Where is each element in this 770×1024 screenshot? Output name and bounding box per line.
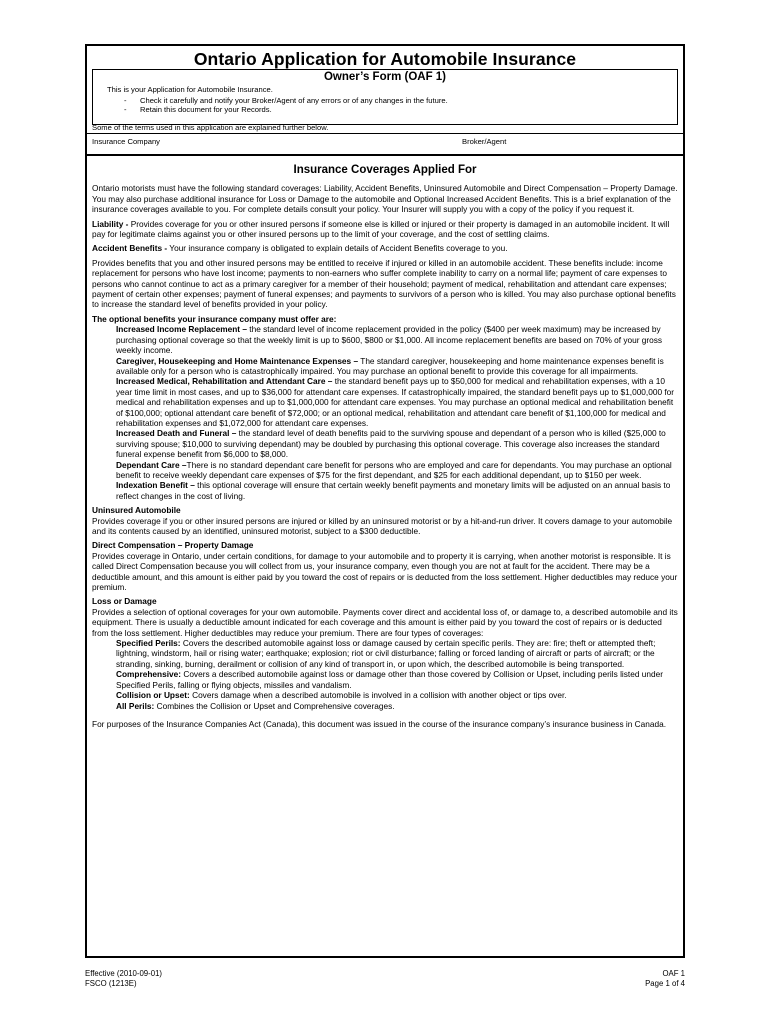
optional-benefit-text: the standard level of income replacement provided in the policy ($400 per week maximum) may be increased by purchasing optional coverage so that the weekly limit is up to $600, $800 or $1,000. All income replacement benefits are based on 70% of your gross weekly income. xyxy=(116,324,663,356)
liability-label: Liability - xyxy=(92,218,129,229)
optional-benefit-text: The standard caregiver, housekeeping and home maintenance expenses benefit is available only for a person who is catastrophically impaired. You may purchase an optional benefit to provide this coverage for all impairments. xyxy=(116,355,664,376)
optional-benefit-item xyxy=(92,356,678,377)
peril-text: Combines the Collision or Upset and Comprehensive coverages. xyxy=(154,700,395,711)
peril-label: Comprehensive: xyxy=(116,669,182,680)
optional-benefits xyxy=(92,314,678,501)
footer-right xyxy=(645,969,685,988)
peril-item xyxy=(92,701,678,711)
form-header xyxy=(87,46,683,134)
optional-benefit-item xyxy=(92,480,678,501)
broker-agent-label: Broker/Agent xyxy=(462,137,507,146)
optional-benefit-text: the standard benefit pays up to $50,000 for medical and rehabilitation expenses, with a 10 year time limit in most cases, and up to $36,000 for attendant care expenses. If catastrophically impaired, the standard benefit pays up to $1,000,000 for medical and rehabilitation expenses and up to $1,000,000 for attendant care expenses. You may purchase an optional medical and rehabilitation benefit of $100,000; optional attendant care benefit of $72,000; or an optional medical, rehabilitation and attendant care benefit of $1,100,000 for medical and rehabilitation expenses and $1,072,000 for attendant care expenses. xyxy=(116,376,675,428)
fsco-code: FSCO (1213E) xyxy=(85,978,137,988)
accident-benefits-label: Accident Benefits - xyxy=(92,243,168,254)
direct-compensation-heading: Direct Compensation – Property Damage xyxy=(92,540,254,551)
liability-paragraph xyxy=(92,219,678,240)
peril-item xyxy=(92,690,678,700)
optional-benefit-text: There is no standard dependant care benefit for persons who are employed and care for dependants. You may purchase an optional benefit to receive weekly dependant care expenses of $75 for the first dependant, and $25 for each additional dependant, up to $150 per week. xyxy=(116,459,672,480)
optional-benefit-label: Increased Medical, Rehabilitation and Attendant Care – xyxy=(116,376,333,387)
uninsured-text: Provides coverage if you or other insured persons are injured or killed by an uninsured motorist or by a hit-and-run driver. It covers damage to your automobile and its contents caused by an identified, uninsured motorist, subject to a $300 deductible. xyxy=(92,515,673,536)
optional-benefit-item xyxy=(92,376,678,428)
uninsured-automobile xyxy=(92,505,678,536)
optional-benefit-label: Increased Income Replacement – xyxy=(116,324,247,335)
effective-date: Effective (2010-09-01) xyxy=(85,969,163,978)
list-item xyxy=(124,105,677,114)
optional-benefit-label: Caregiver, Housekeeping and Home Maintenance Expenses – xyxy=(116,355,359,366)
optional-benefit-label: Increased Death and Funeral – xyxy=(116,428,237,439)
peril-item xyxy=(92,669,678,690)
optional-benefit-label: Dependant Care – xyxy=(116,459,187,470)
peril-label: Collision or Upset: xyxy=(116,690,190,701)
form-subtitle: Owner’s Form (OAF 1) xyxy=(323,71,447,83)
optional-benefit-text: the standard level of death benefits paid to the surviving spouse and dependant of a person who is killed ($25,000 to surviving spouse; $10,000 to surviving dependant) may be doubled by purchasing this optional coverage. This coverage also increases the standard funeral expense benefit from $6,000 to $8,000. xyxy=(116,428,666,460)
peril-text: Covers a described automobile against loss or damage other than those covered by Collision or Upset, including perils listed under Specified Perils, falling or flying objects, missiles and vandalism. xyxy=(116,669,663,690)
loss-or-damage xyxy=(92,596,678,710)
uninsured-heading: Uninsured Automobile xyxy=(92,505,181,516)
form-code: OAF 1 xyxy=(662,969,685,978)
optional-benefit-item xyxy=(92,324,678,355)
optional-benefit-item xyxy=(92,428,678,459)
optional-heading: The optional benefits your insurance company must offer are: xyxy=(92,313,337,324)
page-number: Page 1 of 4 xyxy=(645,978,685,988)
list-marker: - xyxy=(124,105,127,114)
terms-note: Some of the terms used in this application are explained further below. xyxy=(92,123,329,132)
optional-benefit-label: Indexation Benefit – xyxy=(116,480,195,491)
loss-damage-text: Provides a selection of optional coverages for your own automobile. Payments cover direct and accidental loss of, or damage to, a described automobile and its equipment. There is usually a deductible amount indicated for each coverage and this amount is either paid by you toward the cost of repairs or is deducted from the loss settlement. Higher deductibles may reduce your premium. There are four types of coverages: xyxy=(92,606,678,638)
insurance-company-label: Insurance Company xyxy=(92,137,160,146)
footer-left xyxy=(85,969,162,988)
liability-text: Provides coverage for you or other insured persons if someone else is killed or injured or their property is damaged in an automobile incident. It will pay for legitimate claims against you or other insured persons up to the limit of your coverage, and the cost of settling claims. xyxy=(92,218,670,240)
optional-benefit-item xyxy=(92,460,678,481)
peril-text: Covers damage when a described automobile is involved in a collision with another object or tips over. xyxy=(189,690,567,701)
peril-label: All Perils: xyxy=(116,700,155,711)
closing-statement: For purposes of the Insurance Companies Act (Canada), this document was issued in the course of the insurance company’s insurance business in Canada. xyxy=(92,718,667,729)
form-page xyxy=(85,44,685,958)
peril-label: Specified Perils: xyxy=(116,638,181,649)
direct-compensation xyxy=(92,540,678,592)
intro-text: This is your Application for Automobile Insurance. xyxy=(107,85,273,94)
accident-benefits-text: Your insurance company is obligated to explain details of Accident Benefits coverage to you. xyxy=(167,243,508,254)
optional-benefit-text: this optional coverage will ensure that certain weekly benefit payments and monetary limits will be adjusted on an annual basis to reflect changes in the cost of living. xyxy=(116,480,671,501)
list-item xyxy=(124,96,677,105)
direct-compensation-text: Provides coverage in Ontario, under certain conditions, for damage to your automobile and to property it is carrying, when another motorist is responsible. It is called Direct Compensation because you will collect from us, your insurance company, even though you are not at fault for the accident. There may be a deductible amount, and this amount is either paid by you toward the cost of repairs or is deducted from the loss settlement. Higher deductibles may reduce your premium. xyxy=(92,550,678,593)
intro-box xyxy=(92,69,678,125)
section-title: Insurance Coverages Applied For xyxy=(293,164,477,176)
coverages-intro: Ontario motorists must have the following standard coverages: Liability, Accident Benefits, Uninsured Automobile and Direct Compensation – Property Damage. You may also purchase additional insurance for Loss or Damage to the automobile and Optional Increased Accident Benefits. This is a brief explanation of the insurance coverages available to you. For complete details consult your policy. Your Insurer will supply you with a copy of the policy if you request it. xyxy=(92,183,678,215)
accident-benefits-detail: Provides benefits that you and other insured persons may be entitled to receive if injured or killed in an automobile accident. These benefits include: income replacement for persons who have lost income; payments to non-earners who suffer complete inability to carry on a normal life; payment of care expenses to persons who cannot continue to act as a primary caregiver for a member of their household; payment of medical, rehabilitation and attendant care expenses; payment of certain other expenses; payment of funeral expenses; and payments to survivors of a person who is killed. You may also purchase optional benefits to increase the standard level of benefits provided in your policy. xyxy=(92,257,676,310)
loss-damage-heading: Loss or Damage xyxy=(92,596,157,607)
list-item-text: Retain this document for your Records. xyxy=(140,105,272,114)
company-row xyxy=(87,134,683,156)
coverages-section xyxy=(87,156,683,729)
list-marker: - xyxy=(124,96,127,105)
peril-text: Covers the described automobile against loss or damage caused by certain specific perils. They are: fire; theft or attempted theft; lightning, windstorm, hail or rising water; earthquake; explosion; riot or civil disturbance; falling or forced landing of aircraft or parts of aircraft; or the stranding, sinking, burning, derailment or collision of any kind of transport in, or upon which, the described automobile is being transported. xyxy=(116,638,656,669)
page-title: Ontario Application for Automobile Insurance xyxy=(193,49,577,69)
list-item-text: Check it carefully and notify your Broker/Agent of any errors or of any changes in the future. xyxy=(140,96,448,105)
intro-list xyxy=(124,96,677,114)
peril-item xyxy=(92,638,678,669)
accident-benefits-paragraph xyxy=(92,243,678,253)
